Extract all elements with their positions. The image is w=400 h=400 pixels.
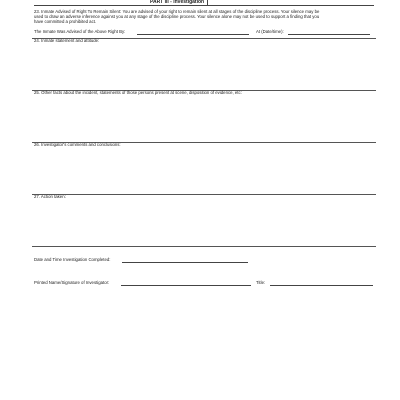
- section-end-rule: [32, 246, 376, 247]
- investigator-title-label: Title:: [256, 280, 266, 285]
- section-27-rule: [32, 194, 376, 195]
- advised-at-label: At (Date/time):: [256, 29, 284, 34]
- inmate-statement-area[interactable]: [34, 44, 376, 88]
- section-25-label: 25. Other facts about the incident, statements of those persons present at scene, disposition of evidence, etc:: [34, 90, 242, 95]
- other-facts-area[interactable]: [34, 96, 376, 140]
- part-title: PART III - Investigation: [150, 0, 205, 5]
- date-time-completed-label: Date and Time Investigation Completed:: [34, 257, 111, 262]
- printed-name-signature-label: Printed Name/Signature of Investigator:: [34, 280, 110, 285]
- section-27-label: 27. Action taken:: [34, 194, 66, 199]
- section-24-label: 24. Inmate statement and attitude:: [34, 38, 100, 43]
- investigator-comments-area[interactable]: [34, 148, 376, 192]
- date-time-completed-field[interactable]: [122, 262, 248, 263]
- printed-name-signature-field[interactable]: [121, 285, 251, 286]
- investigator-title-field[interactable]: [270, 285, 373, 286]
- advised-by-label: The Inmate Was Advised of the Above Right By:: [34, 29, 126, 34]
- section-26-label: 26. Investigator's comments and conclusions:: [34, 142, 121, 147]
- header-rule: [34, 5, 374, 6]
- action-taken-area[interactable]: [34, 200, 376, 244]
- right-to-remain-silent-text: 23. Inmate Advised of Right To Remain Silent: You are advised of your right to remain silent at all stages of the discipline process. Your silence may be used to draw an adverse inference against you at any stage of the discipline process. Your silence alone may not be used to support a finding that you have committed a prohibited act.: [34, 9, 320, 24]
- advised-by-field[interactable]: [137, 34, 249, 35]
- advised-at-field[interactable]: [288, 34, 370, 35]
